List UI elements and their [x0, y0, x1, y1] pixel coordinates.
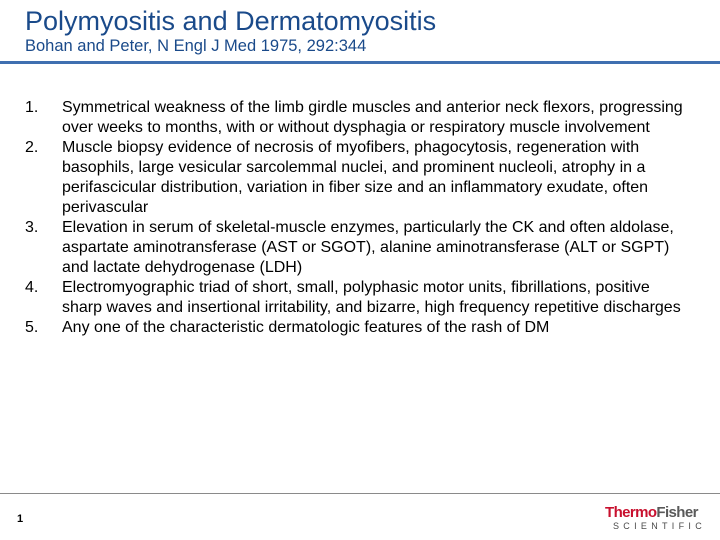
page-number: 1 [17, 513, 24, 525]
slide-subtitle: Bohan and Peter, N Engl J Med 1975, 292:344 [25, 37, 367, 55]
list-item-text: Any one of the characteristic dermatologic features of the rash of DM [62, 319, 550, 336]
list-item [25, 218, 685, 278]
list-item-text: Electromyographic triad of short, small, polyphasic motor units, fibrillations, positive sharp waves and insertional irritability, and bizarre, high frequency repetitive discharges [62, 279, 681, 316]
list-item-number: 2. [25, 139, 39, 156]
list-item [25, 318, 685, 338]
slide-title: Polymyositis and Dermatomyositis [25, 6, 437, 36]
footer-divider [0, 493, 720, 494]
list-item-text: Symmetrical weakness of the limb girdle muscles and anterior neck flexors, progressing over weeks to months, with or without dysphagia or respiratory muscle involvement [62, 99, 683, 136]
list-item-number: 3. [25, 219, 39, 236]
thermo-fisher-logo [605, 504, 710, 532]
list-item [25, 278, 685, 318]
list-item-number: 4. [25, 279, 39, 296]
header-divider [0, 61, 720, 64]
list-item-text: Muscle biopsy evidence of necrosis of myofibers, phagocytosis, regeneration with basophils, large vesicular sarcolemmal nuclei, and prominent nucleoli, atrophy in a perifascicular distribution, variation in fiber size and an inflammatory exudate, often perivascular [62, 139, 649, 216]
logo-thermo: Thermo [605, 504, 657, 521]
header [25, 6, 436, 56]
list-item [25, 138, 685, 218]
logo-scientific: SCIENTIFIC [613, 521, 707, 531]
list-item-number: 1. [25, 99, 39, 116]
logo-fisher: Fisher [656, 504, 698, 521]
criteria-list [25, 98, 685, 338]
list-item-text: Elevation in serum of skeletal-muscle enzymes, particularly the CK and often aldolase, aspartate aminotransferase (AST or SGOT), alanine aminotransferase (ALT or SGPT) and lactate dehydrogenase (LDH) [62, 219, 674, 276]
list-item-number: 5. [25, 319, 39, 336]
list-item [25, 98, 685, 138]
